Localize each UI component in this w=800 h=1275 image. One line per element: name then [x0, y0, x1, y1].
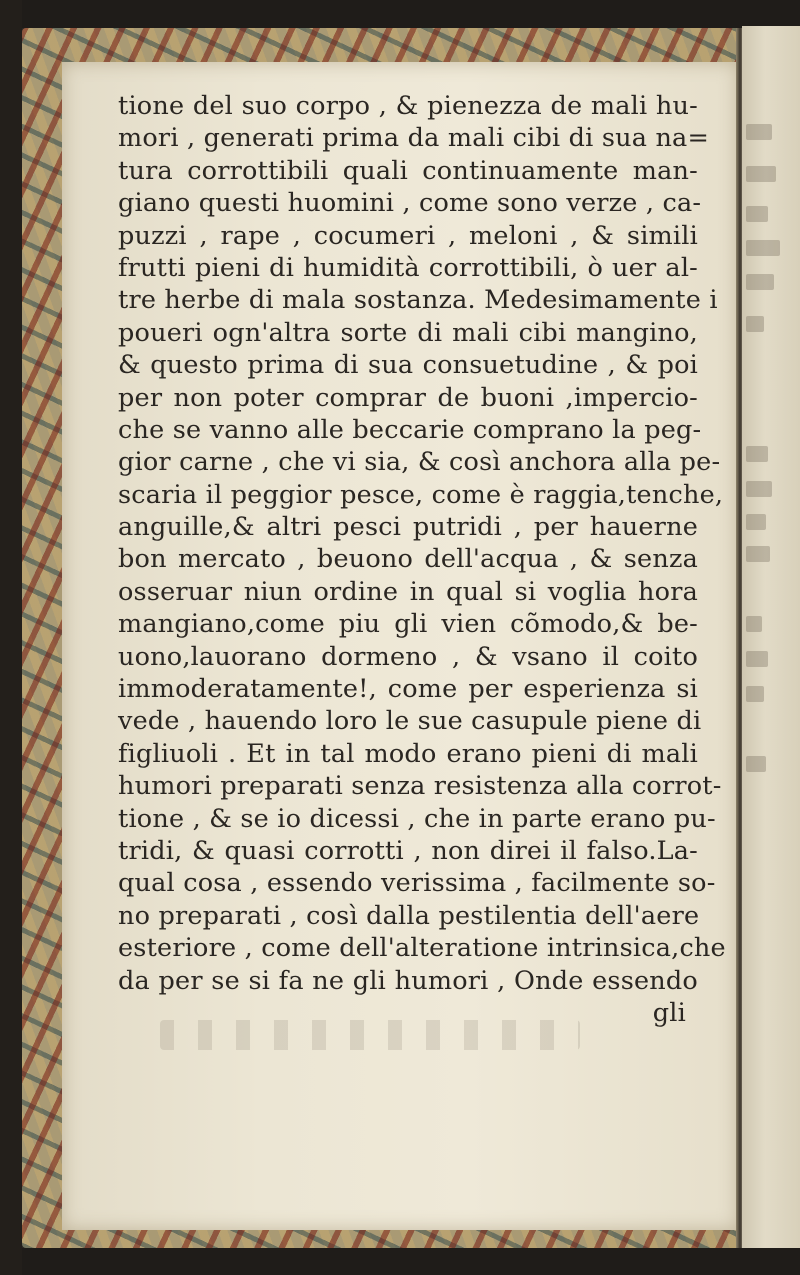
- scanner-edge-bottom: [0, 1248, 800, 1275]
- text-line: mori , generati prima da mali cibi di sua na=: [118, 123, 710, 154]
- facing-page-text: [746, 616, 762, 632]
- text-line: immoderatamente!, come per esperienza si: [118, 674, 698, 705]
- text-line: mangiano,come piu gli vien cõmodo,& be-: [118, 609, 698, 640]
- facing-page-text: [746, 316, 764, 332]
- text-line: qual cosa , essendo verissima , facilmente so-: [118, 868, 716, 899]
- text-line: che se vanno alle beccarie comprano la peg-: [118, 414, 702, 445]
- text-line: tre herbe di mala sostanza. Medesimamente i: [118, 285, 718, 316]
- facing-page-text: [746, 274, 774, 290]
- facing-page-text: [746, 481, 772, 497]
- text-line: da per se si fa ne gli humori , Onde essendo: [118, 965, 698, 996]
- facing-page-text: [746, 166, 776, 182]
- text-line: esteriore , come dell'alteratione intrinsica,che: [118, 933, 726, 964]
- text-line: poueri ogn'altra sorte di mali cibi mangino,: [118, 317, 698, 348]
- text-line: bon mercato , beuono dell'acqua , & senza: [118, 544, 698, 575]
- text-line: frutti pieni di humidità corrottibili, ò uer al-: [118, 252, 698, 283]
- facing-page-text: [746, 686, 764, 702]
- text-line: uono,lauorano dormeno , & vsano il coito: [118, 641, 698, 672]
- text-line: humori preparati senza resistenza alla corrot-: [118, 771, 722, 802]
- catchword: gli: [652, 997, 686, 1028]
- text-line: giano questi huomini , come sono verze , ca-: [118, 188, 702, 219]
- facing-page-text: [746, 546, 770, 562]
- text-line: figliuoli . Et in tal modo erano pieni di mali: [118, 738, 698, 769]
- facing-page-text: [746, 206, 768, 222]
- facing-page-text: [746, 651, 768, 667]
- text-line: puzzi , rape , cocumeri , meloni , & simili: [118, 220, 698, 251]
- text-line: tura corrottibili quali continuamente man-: [118, 155, 698, 186]
- facing-page-text: [746, 124, 772, 140]
- text-line: vede , hauendo loro le sue casupule piene di: [118, 706, 702, 737]
- page-text-block: [118, 90, 726, 1029]
- facing-page: [742, 26, 800, 1248]
- text-line: anguille,& altri pesci putridi , per hauerne: [118, 512, 698, 543]
- scanner-edge-left: [0, 0, 22, 1275]
- text-line: scaria il peggior pesce, come è raggia,tenche,: [118, 479, 724, 510]
- text-line: & questo prima di sua consuetudine , & poi: [118, 350, 698, 381]
- facing-page-text: [746, 514, 766, 530]
- text-line: per non poter comprar de buoni ,impercio-: [118, 382, 698, 413]
- text-line: tione , & se io dicessi , che in parte erano pu-: [118, 803, 716, 834]
- facing-page-text: [746, 756, 766, 772]
- text-line: no preparati , così dalla pestilentia dell'aere: [118, 900, 700, 931]
- text-line: osseruar niun ordine in qual si voglia hora: [118, 576, 698, 607]
- text-line: gior carne , che vi sia, & così anchora alla pe-: [118, 447, 721, 478]
- facing-page-text: [746, 446, 768, 462]
- facing-page-text: [746, 240, 780, 256]
- text-line: tione del suo corpo , & pienezza de mali hu-: [118, 91, 698, 121]
- text-line: tridi, & quasi corrotti , non direi il falso.La-: [118, 835, 698, 866]
- scanner-edge-top: [0, 0, 800, 28]
